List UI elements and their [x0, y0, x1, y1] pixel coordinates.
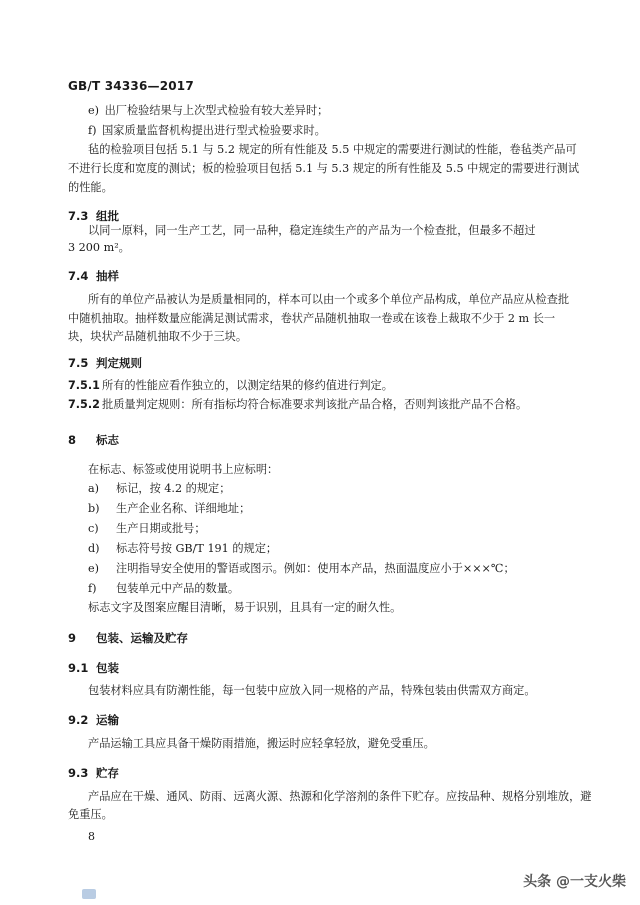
paragraph-line: 块，块状产品随机抽取不少于三块。: [68, 330, 248, 343]
paragraph-line: 不进行长度和宽度的测试；板的检验项目包括 5.1 与 5.3 规定的所有性能及 5.5 中规定的需要进行测试: [68, 162, 580, 175]
paragraph-line: 的性能。: [68, 181, 113, 194]
list-item: e) 注明指导安全使用的警语或图示。例如：使用本产品，热面温度应小于×××℃；: [88, 562, 515, 575]
paragraph-line: 在标志、标签或使用说明书上应标明：: [88, 463, 279, 476]
list-item-e: e) 出厂检验结果与上次型式检验有较大差异时；: [88, 104, 329, 117]
paragraph-line: 以同一原料，同一生产工艺，同一品种，稳定连续生产的产品为一个检查批，但最多不超过: [88, 224, 536, 237]
section-number: 7.4: [68, 269, 89, 283]
section-heading-8: [68, 432, 119, 448]
section-heading-7-3: [68, 208, 119, 224]
list-item: d) 标志符号按 GB/T 191 的规定；: [88, 542, 278, 555]
section-title: 组批: [96, 209, 119, 223]
section-number: 7.3: [68, 209, 89, 223]
corner-mark-icon: [82, 889, 96, 899]
section-number: 9.2: [68, 713, 89, 727]
page-number: 8: [88, 830, 95, 843]
section-number: 9.3: [68, 766, 89, 780]
clause-7-5-1: [68, 379, 393, 393]
section-title: 抽样: [96, 269, 119, 283]
section-heading-7-4: [68, 268, 119, 284]
section-number: 7.5: [68, 356, 89, 370]
section-number: 8: [68, 433, 77, 447]
paragraph-line: 标志文字及图案应醒目清晰，易于识别，且具有一定的耐久性。: [88, 601, 402, 614]
paragraph-line: 中随机抽取。抽样数量应能满足测试需求，卷状产品随机抽取一卷或在该卷上裁取不少于 2 m 长一: [68, 312, 556, 325]
clause-7-5-2: [68, 398, 527, 412]
section-heading-9-2: [68, 712, 119, 728]
section-title: 包装、运输及贮存: [96, 631, 188, 645]
section-heading-9-1: [68, 660, 119, 676]
list-item: c) 生产日期或批号；: [88, 522, 206, 535]
list-item: f) 包装单元中产品的数量。: [88, 582, 240, 595]
list-item: a) 标记，按 4.2 的规定；: [88, 482, 231, 495]
paragraph-line: 免重压。: [68, 808, 113, 821]
section-number: 9: [68, 631, 77, 645]
section-title: 标志: [96, 433, 119, 447]
section-title: 包装: [96, 661, 119, 675]
paragraph-line: 毡的检验项目包括 5.1 与 5.2 规定的所有性能及 5.5 中规定的需要进行测试的性能，卷毡类产品可: [88, 143, 577, 156]
section-heading-7-5: [68, 355, 142, 371]
paragraph-line: 包装材料应具有防潮性能，每一包装中应放入同一规格的产品，特殊包装由供需双方商定。: [88, 684, 536, 697]
paragraph-line: 产品运输工具应具备干燥防雨措施，搬运时应轻拿轻放，避免受重压。: [88, 737, 435, 750]
clause-text: 批质量判定规则：所有指标均符合标准要求判该批产品合格，否则判该批产品不合格。: [102, 398, 528, 411]
paragraph-line: 3 200 m²。: [68, 241, 130, 254]
list-item: b) 生产企业名称、详细地址；: [88, 502, 251, 515]
section-title: 贮存: [96, 766, 119, 780]
section-title: 判定规则: [96, 356, 142, 370]
watermark: 头条 @一支火柴: [523, 874, 626, 890]
section-heading-9-3: [68, 765, 119, 781]
paragraph-line: 所有的单位产品被认为是质量相同的，样本可以由一个或多个单位产品构成，单位产品应从检查批: [88, 293, 570, 306]
section-title: 运输: [96, 713, 119, 727]
clause-number: 7.5.1: [68, 379, 100, 392]
clause-number: 7.5.2: [68, 398, 100, 411]
paragraph-line: 产品应在干燥、通风、防雨、远离火源、热源和化学溶剂的条件下贮存。应按品种、规格分别堆放，避: [88, 790, 592, 803]
clause-text: 所有的性能应看作独立的，以测定结果的修约值进行判定。: [102, 379, 393, 392]
section-number: 9.1: [68, 661, 89, 675]
section-heading-9: [68, 630, 188, 646]
standard-number: GB/T 34336—2017: [68, 79, 194, 93]
list-item-f: f) 国家质量监督机构提出进行型式检验要求时。: [88, 124, 326, 137]
